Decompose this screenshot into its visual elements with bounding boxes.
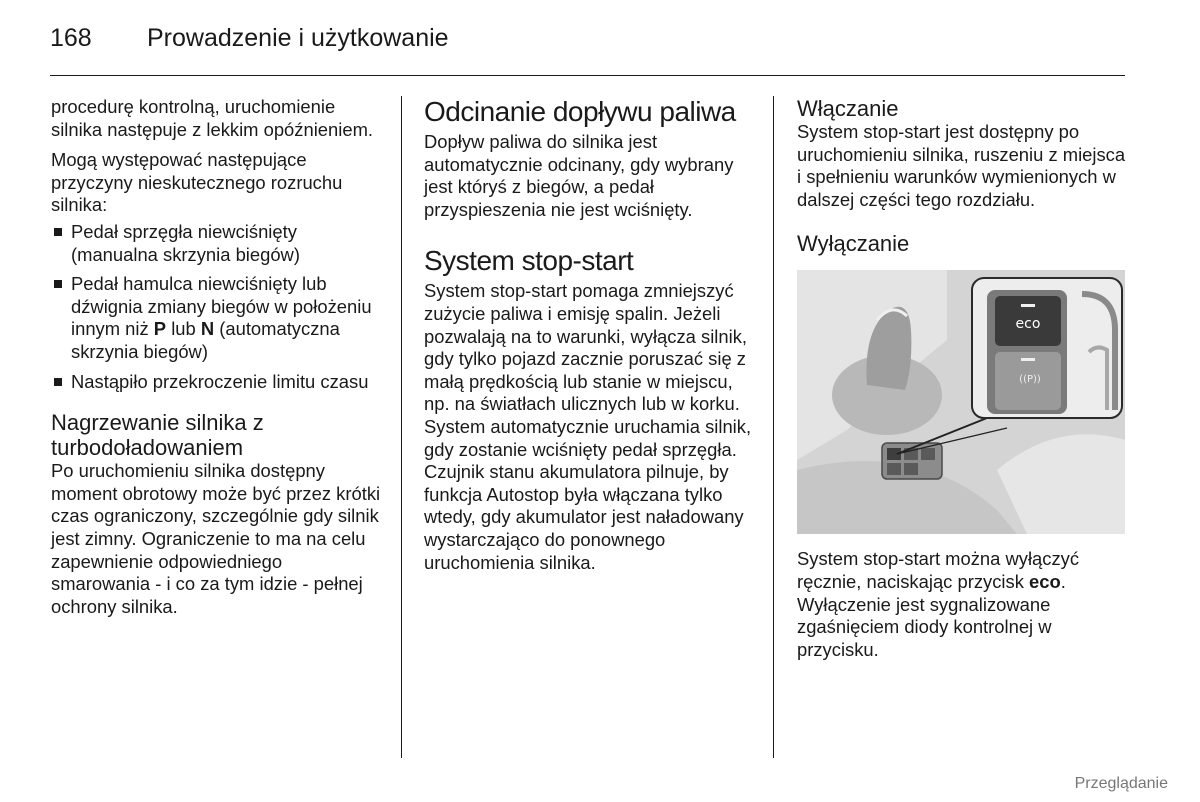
paragraph-text: System stop-start można wyłączyć ręcznie, naciskając przycisk bbox=[797, 548, 1080, 592]
paragraph: Dopływ paliwa do silnika jest automatycznie odcinany, gdy wybrany jest któryś z biegów, a pedał przyspieszenia nie jest wciśnięty. bbox=[424, 131, 734, 220]
eco-inline-label: eco bbox=[1029, 570, 1061, 592]
list-item bbox=[51, 371, 386, 394]
list-item-text: lub bbox=[166, 318, 201, 340]
list-item-text: Nastąpiło przekroczenie limitu czasu bbox=[71, 370, 369, 392]
paragraph bbox=[797, 548, 1127, 661]
gear-p-label: P bbox=[153, 318, 167, 340]
list-item bbox=[51, 221, 386, 266]
park-assist-icon: ((P)) bbox=[1019, 374, 1041, 386]
section-heading: System stop-start bbox=[424, 245, 634, 277]
paragraph: Mogą występować następujące przyczyny nieskutecznego rozruchu silnika: bbox=[51, 149, 343, 216]
paragraph: Po uruchomieniu silnika dostępny moment obrotowy może być przez krótki czas ograniczony, szczególnie gdy silnik jest zimny. Ograniczenie to ma na celu zapewnienie odpowiedniego smarowania - i co za tym idzie - pełnej ochrony silnika. bbox=[51, 460, 381, 617]
paragraph: System stop-start pomaga zmniejszyć zużycie paliwa i emisję spalin. Jeżeli pozwalają na to warunki, wyłącza silnik, gdy tylko pojazd zacznie poruszać się z małą prędkością lub stanie w miejscu, np. na światłach ulicznych lub w korku. System automatycznie uruchamia silnik, gdy zostanie wciśnięty pedał sprzęgła. Czujnik stanu akumulatora pilnuje, by funkcja Autostop była włączana tylko wtedy, gdy akumulator jest naładowany wystarczająco do ponownego uruchomienia silnika. bbox=[424, 280, 752, 573]
list-item-text: Pedał sprzęgła niewciśnięty (manualna skrzynia biegów) bbox=[71, 220, 300, 265]
cause-list bbox=[51, 221, 386, 393]
gear-n-label: N bbox=[200, 318, 215, 340]
list-item bbox=[51, 273, 386, 363]
footer-browse-label[interactable]: Przeglądanie bbox=[1074, 775, 1168, 792]
column-middle bbox=[424, 96, 760, 574]
column-divider-2 bbox=[773, 96, 774, 758]
eco-icon: eco bbox=[1015, 316, 1041, 333]
column-divider-1 bbox=[401, 96, 402, 758]
list-item-text: (automatyczna skrzynia biegów) bbox=[71, 318, 340, 362]
page-number: 168 bbox=[50, 24, 92, 52]
paragraph-text: . Wyłączenie jest sygnalizowane zgaśnięciem diody kontrolnej w przycisku. bbox=[797, 570, 1066, 660]
section-heading: Wyłączanie bbox=[797, 231, 910, 257]
eco-button-illustration bbox=[797, 270, 1125, 534]
page-title: Prowadzenie i użytkowanie bbox=[147, 24, 449, 52]
column-left bbox=[51, 96, 386, 618]
paragraph: System stop-start jest dostępny po uruchomieniu silnika, ruszeniu z miejsca i spełnieniu warunków wymienionych w dalszej części tego rozdziału. bbox=[797, 121, 1126, 210]
header-divider bbox=[50, 75, 1125, 76]
section-heading: Włączanie bbox=[797, 96, 899, 121]
section-heading: Nagrzewanie silnika z turbodoładowaniem bbox=[51, 410, 264, 461]
zoom-inset bbox=[972, 278, 1122, 418]
column-right bbox=[797, 96, 1127, 661]
paragraph: procedurę kontrolną, uruchomienie silnika następuje z lekkim opóźnieniem. bbox=[51, 96, 373, 140]
section-heading: Odcinanie dopływu paliwa bbox=[424, 96, 736, 127]
list-item-text: Pedał hamulca niewciśnięty lub dźwignia zmiany biegów w położeniu innym niż bbox=[71, 273, 372, 340]
